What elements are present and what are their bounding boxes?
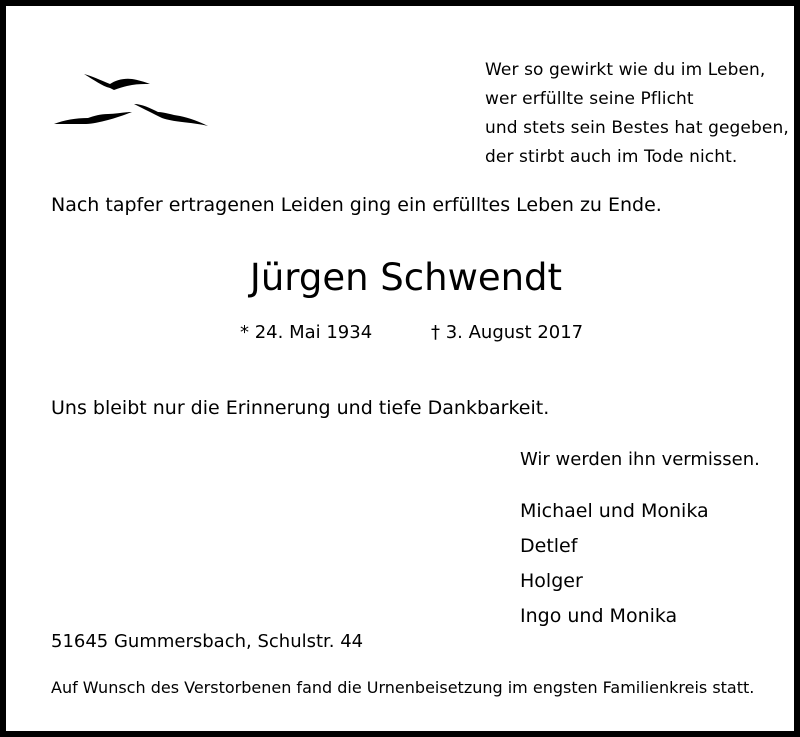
mourners-list [520, 494, 709, 634]
miss-text: Wir werden ihn vermissen. [520, 449, 760, 470]
poem-line: der stirbt auch im Tode nicht. [485, 147, 738, 167]
poem-line: Wer so gewirkt wie du im Leben, [485, 60, 766, 80]
poem-line: wer erfüllte seine Pflicht [485, 89, 694, 109]
intro-text: Nach tapfer ertragenen Leiden ging ein erfülltes Leben zu Ende. [51, 194, 662, 216]
memorial-poem [485, 56, 789, 172]
mourner-name: Ingo und Monika [520, 605, 678, 627]
birth-date: * 24. Mai 1934 [240, 322, 373, 343]
mourner-name: Detlef [520, 535, 578, 557]
flying-birds-icon [50, 66, 210, 136]
address: 51645 Gummersbach, Schulstr. 44 [51, 631, 364, 652]
death-date: † 3. August 2017 [431, 322, 584, 343]
thanks-text: Uns bleibt nur die Erinnerung und tiefe Dankbarkeit. [51, 397, 550, 419]
mourner-name: Michael und Monika [520, 500, 709, 522]
mourner-name: Holger [520, 570, 583, 592]
deceased-name: Jürgen Schwendt [249, 256, 563, 299]
poem-line: und stets sein Bestes hat gegeben, [485, 118, 789, 138]
final-note: Auf Wunsch des Verstorbenen fand die Urnenbeisetzung im engsten Familienkreis statt. [51, 678, 755, 697]
